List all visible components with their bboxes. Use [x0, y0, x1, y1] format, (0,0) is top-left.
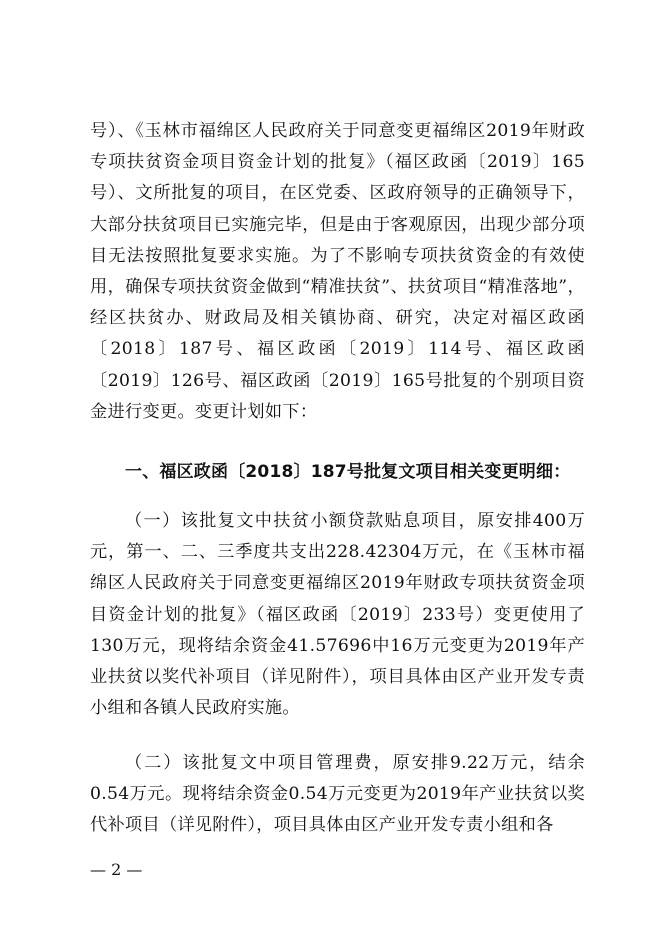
page-number: — 2 —	[90, 860, 143, 879]
item-1-paragraph: （一）该批复文中扶贫小额贷款贴息项目，原安排400万元，第一、二、三季度共支出228.42304万元，在《玉林市福绵区人民政府关于同意变更福绵区2019年财政专项扶贫资金项目资金计划的批复》（福区政函〔2019〕233号）变更使用了130万元，现将结余资金41.57696中16万元变更为2019年产业扶贫以奖代补项目（详见附件），项目具体由区产业开发专责小组和各镇人民政府实施。	[90, 511, 585, 719]
item-2-paragraph: （二）该批复文中项目管理费，原安排9.22万元，结余0.54万元。现将结余资金0.54万元变更为2019年产业扶贫以奖代补项目（详见附件），项目具体由区产业开发专责小组和各	[90, 753, 585, 836]
intro-paragraph: 号）、《玉林市福绵区人民政府关于同意变更福绵区2019年财政专项扶贫资金项目资金计划的批复》（福区政函〔2019〕165号）、文所批复的项目，在区党委、区政府领导的正确领导下，大部分扶贫项目已实施完毕，但是由于客观原因，出现少部分项目无法按照批复要求实施。为了不影响专项扶贫资金的有效使用，确保专项扶贫资金做到“精准扶贫”、扶贫项目“精准落地”，经区扶贫办、财政局及相关镇协商、研究，决定对福区政函〔2018〕187号、福区政函〔2019〕114号、福区政函〔2019〕126号、福区政函〔2019〕165号批复的个别项目资金进行变更。变更计划如下：	[90, 121, 585, 422]
section-heading: 一、福区政函〔2018〕187号批复文项目相关变更明细：	[125, 462, 571, 482]
